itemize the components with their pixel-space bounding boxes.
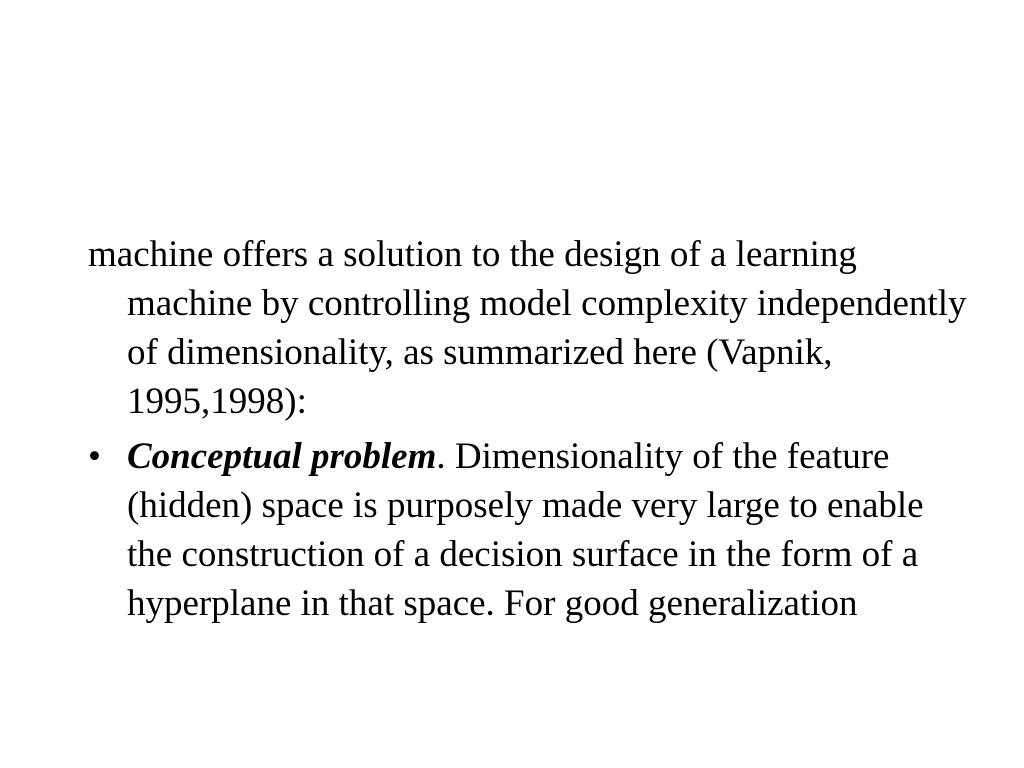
intro-paragraph: machine offers a solution to the design of a learning machine by controlling model complexity independently of dimensionality, as summarized here (Vapnik, 1995,1998): (88, 234, 967, 422)
bullet-term: Conceptual problem (127, 436, 437, 477)
bullet-marker: • (88, 436, 101, 477)
bullet-term-suffix: . (436, 436, 446, 477)
bullet-text: Dimensionality of the feature (hidden) space is purposely made very large to enable the construction of a decision surface in the form of a hyperplane in that space. For good generalization (127, 436, 924, 624)
slide-body (88, 230, 968, 628)
bullet-item-conceptual-problem (88, 432, 968, 628)
